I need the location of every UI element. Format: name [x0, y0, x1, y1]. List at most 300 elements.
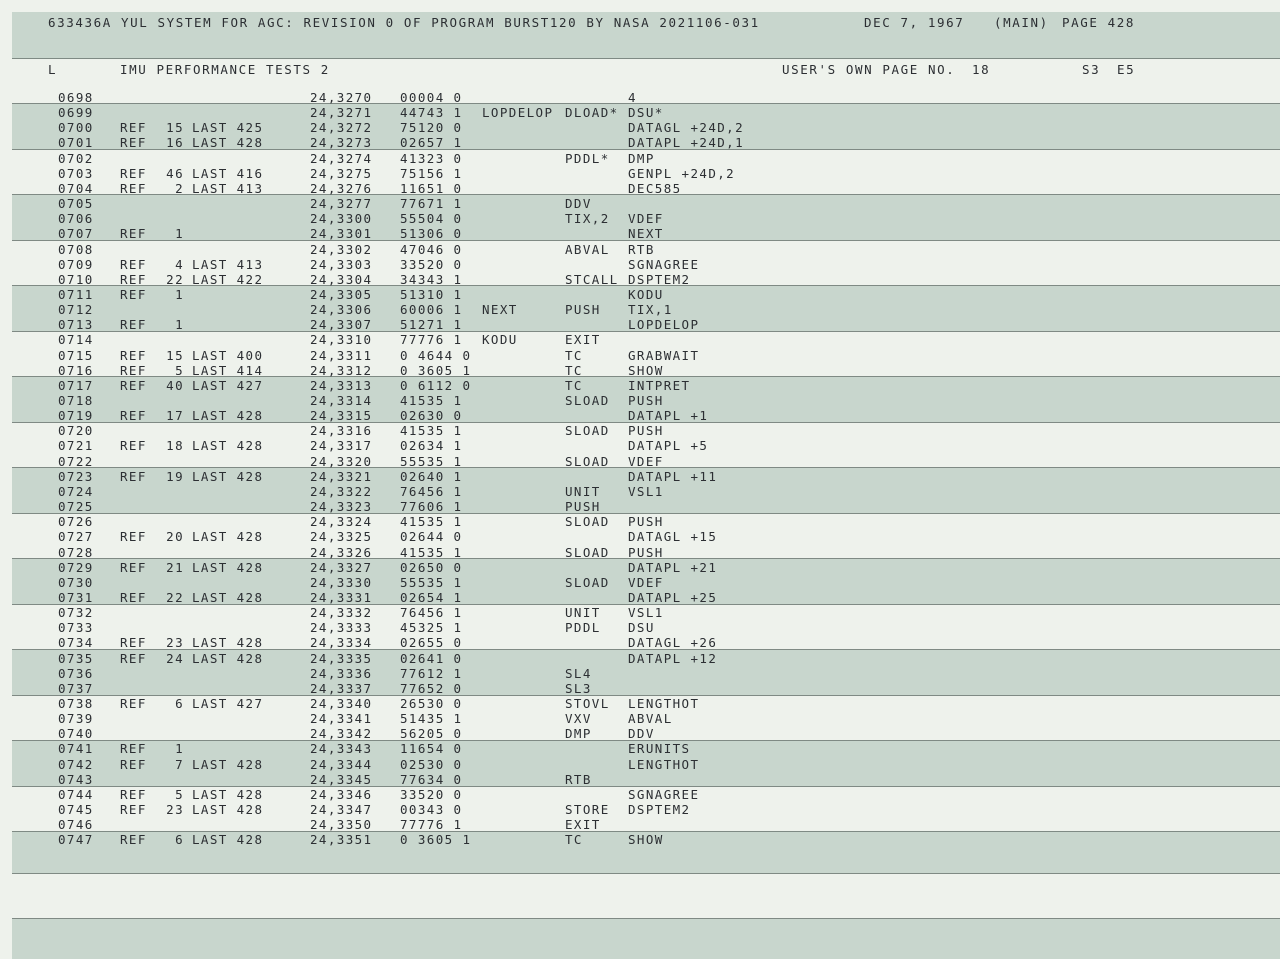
cell-last: LAST 427: [192, 377, 264, 393]
listing-row: [0, 651, 1280, 666]
cell-ref: REF: [120, 317, 147, 333]
cell-op: SL4: [565, 665, 592, 681]
cell-last: LAST 414: [192, 362, 264, 378]
cell-code: 77606 1: [400, 499, 463, 515]
cell-addr: 24,3345: [310, 771, 373, 787]
cell-operand: VDEF: [628, 574, 664, 590]
cell-op: VXV: [565, 711, 592, 727]
cell-last: LAST 413: [192, 256, 264, 272]
cell-refnum: 1: [175, 317, 184, 333]
cell-ref: REF: [120, 589, 147, 605]
listing-row: [0, 135, 1280, 150]
cell-ref: REF: [120, 165, 147, 181]
page-number: PAGE 428: [1062, 15, 1136, 30]
cell-ref: REF: [120, 529, 147, 545]
cell-num: 0740: [58, 726, 94, 742]
cell-num: 0708: [58, 241, 94, 257]
listing-row: [0, 757, 1280, 772]
listing-row: [0, 348, 1280, 363]
cell-addr: 24,3300: [310, 211, 373, 227]
cell-addr: 24,3315: [310, 408, 373, 424]
cell-num: 0736: [58, 665, 94, 681]
cell-last: LAST 428: [192, 650, 264, 666]
cell-ref: REF: [120, 802, 147, 818]
cell-operand: DATAGL +24D,2: [628, 120, 745, 136]
cell-code: 02650 0: [400, 559, 463, 575]
cell-op: RTB: [565, 771, 592, 787]
cell-num: 0724: [58, 483, 94, 499]
cell-code: 77634 0: [400, 771, 463, 787]
cell-ref: REF: [120, 226, 147, 242]
cell-code: 76456 1: [400, 483, 463, 499]
cell-addr: 24,3331: [310, 589, 373, 605]
cell-operand: VSL1: [628, 483, 664, 499]
cell-code: 34343 1: [400, 271, 463, 287]
cell-op: SLOAD: [565, 574, 610, 590]
cell-ref: REF: [120, 650, 147, 666]
cell-code: 55504 0: [400, 211, 463, 227]
cell-ref: REF: [120, 120, 147, 136]
cell-operand: NEXT: [628, 226, 664, 242]
print-date: DEC 7, 1967: [864, 15, 965, 30]
listing-row: [0, 696, 1280, 711]
cell-op: STCALL: [565, 271, 619, 287]
cell-code: 41323 0: [400, 150, 463, 166]
cell-op: DDV: [565, 196, 592, 212]
listing-row: [0, 681, 1280, 696]
users-page-label: USER'S OWN PAGE NO.: [782, 62, 956, 77]
cell-last: LAST 428: [192, 635, 264, 651]
cell-last: LAST 428: [192, 589, 264, 605]
cell-code: 41535 1: [400, 423, 463, 439]
cell-op: UNIT: [565, 483, 601, 499]
cell-operand: SHOW: [628, 362, 664, 378]
cell-num: 0735: [58, 650, 94, 666]
listing-row: [0, 272, 1280, 287]
cell-code: 02630 0: [400, 408, 463, 424]
cell-ref: REF: [120, 408, 147, 424]
cell-op: STOVL: [565, 696, 610, 711]
cell-op: PDDL: [565, 620, 601, 636]
cell-last: LAST 416: [192, 165, 264, 181]
listing-row: [0, 438, 1280, 453]
cell-addr: 24,3346: [310, 786, 373, 802]
cell-operand: DATAPL +1: [628, 408, 709, 424]
cell-code: 02640 1: [400, 468, 463, 484]
cell-num: 0730: [58, 574, 94, 590]
cell-op: ABVAL: [565, 241, 610, 257]
cell-num: 0742: [58, 756, 94, 772]
cell-refnum: 15: [166, 347, 184, 363]
cell-op: SL3: [565, 680, 592, 696]
cell-operand: LOPDELOP: [628, 317, 700, 333]
cell-op: TIX,2: [565, 211, 610, 227]
cell-ref: REF: [120, 271, 147, 287]
cell-last: LAST 428: [192, 559, 264, 575]
cell-operand: DATAPL +24D,1: [628, 135, 745, 151]
listing-row: [0, 529, 1280, 544]
cell-addr: 24,3324: [310, 514, 373, 530]
cell-addr: 24,3277: [310, 196, 373, 212]
cell-operand: DATAGL +26: [628, 635, 718, 651]
listing-row: [0, 666, 1280, 681]
cell-addr: 24,3270: [310, 90, 373, 105]
listing-row: [0, 151, 1280, 166]
cell-code: 02654 1: [400, 589, 463, 605]
separator-line: [12, 873, 1280, 874]
cell-num: 0720: [58, 423, 94, 439]
listing-row: [0, 605, 1280, 620]
cell-last: LAST 428: [192, 408, 264, 424]
cell-addr: 24,3341: [310, 711, 373, 727]
listing-row: [0, 499, 1280, 514]
cell-num: 0717: [58, 377, 94, 393]
listing-row: [0, 393, 1280, 408]
cell-operand: DATAPL +5: [628, 438, 709, 454]
cell-ref: REF: [120, 377, 147, 393]
cell-operand: DATAPL +21: [628, 559, 718, 575]
cell-addr: 24,3327: [310, 559, 373, 575]
cell-operand: DMP: [628, 150, 655, 166]
cell-num: 0707: [58, 226, 94, 242]
cell-num: 0712: [58, 302, 94, 318]
cell-num: 0741: [58, 741, 94, 757]
cell-op: SLOAD: [565, 514, 610, 530]
cell-operand: DSPTEM2: [628, 802, 691, 818]
cell-code: 44743 1: [400, 105, 463, 121]
cell-code: 77776 1: [400, 817, 463, 833]
cell-op: UNIT: [565, 605, 601, 621]
cell-num: 0705: [58, 196, 94, 212]
listing-row: [0, 832, 1280, 847]
cell-code: 41535 1: [400, 544, 463, 560]
listing-row: [0, 332, 1280, 347]
cell-num: 0744: [58, 786, 94, 802]
cell-code: 56205 0: [400, 726, 463, 742]
cell-operand: VDEF: [628, 211, 664, 227]
cell-operand: RTB: [628, 241, 655, 257]
listing-row: [0, 590, 1280, 605]
cell-operand: PUSH: [628, 514, 664, 530]
cell-last: LAST 428: [192, 756, 264, 772]
cell-num: 0706: [58, 211, 94, 227]
listing-row: [0, 817, 1280, 832]
cell-ref: REF: [120, 256, 147, 272]
cell-addr: 24,3320: [310, 453, 373, 469]
cell-code: 0 6112 0: [400, 377, 472, 393]
s-code: S3: [1082, 62, 1101, 77]
cell-code: 02641 0: [400, 650, 463, 666]
cell-code: 77671 1: [400, 196, 463, 212]
cell-code: 02634 1: [400, 438, 463, 454]
cell-refnum: 18: [166, 438, 184, 454]
cell-ref: REF: [120, 180, 147, 196]
cell-op: EXIT: [565, 332, 601, 348]
cell-refnum: 40: [166, 377, 184, 393]
cell-op: STORE: [565, 802, 610, 818]
cell-refnum: 20: [166, 529, 184, 545]
cell-num: 0700: [58, 120, 94, 136]
cell-num: 0710: [58, 271, 94, 287]
cell-code: 51310 1: [400, 286, 463, 302]
cell-label: KODU: [482, 332, 518, 348]
cell-num: 0709: [58, 256, 94, 272]
cell-num: 0739: [58, 711, 94, 727]
listing-row: [0, 620, 1280, 635]
listing-row: [0, 423, 1280, 438]
cell-code: 45325 1: [400, 620, 463, 636]
cell-num: 0747: [58, 832, 94, 848]
cell-operand: ERUNITS: [628, 741, 691, 757]
cell-op: DMP: [565, 726, 592, 742]
cell-refnum: 6: [175, 832, 184, 848]
listing-row: [0, 363, 1280, 378]
cell-addr: 24,3302: [310, 241, 373, 257]
cell-refnum: 46: [166, 165, 184, 181]
cell-addr: 24,3316: [310, 423, 373, 439]
cell-operand: DDV: [628, 726, 655, 742]
cell-num: 0716: [58, 362, 94, 378]
cell-ref: REF: [120, 696, 147, 711]
listing-row: [0, 575, 1280, 590]
listing-row: [0, 181, 1280, 196]
cell-code: 0 3605 1: [400, 362, 472, 378]
cell-code: 0 3605 1: [400, 832, 472, 848]
log-section-title: IMU PERFORMANCE TESTS 2: [120, 62, 330, 77]
cell-addr: 24,3336: [310, 665, 373, 681]
cell-op: PDDL*: [565, 150, 610, 166]
listing-row: [0, 772, 1280, 787]
cell-code: 11654 0: [400, 741, 463, 757]
cell-ref: REF: [120, 347, 147, 363]
cell-addr: 24,3272: [310, 120, 373, 136]
cell-refnum: 5: [175, 786, 184, 802]
cell-code: 60006 1: [400, 302, 463, 318]
cell-num: 0734: [58, 635, 94, 651]
cell-op: PUSH: [565, 499, 601, 515]
cell-operand: DSPTEM2: [628, 271, 691, 287]
cell-addr: 24,3344: [310, 756, 373, 772]
listing-row: [0, 514, 1280, 529]
cell-ref: REF: [120, 635, 147, 651]
cell-refnum: 1: [175, 286, 184, 302]
cell-code: 33520 0: [400, 256, 463, 272]
cell-operand: VSL1: [628, 605, 664, 621]
listing-row: [0, 302, 1280, 317]
cell-num: 0723: [58, 468, 94, 484]
cell-addr: 24,3322: [310, 483, 373, 499]
listing-row: [0, 408, 1280, 423]
listing-type: L: [48, 62, 58, 77]
cell-operand: PUSH: [628, 423, 664, 439]
listing-row: [0, 120, 1280, 135]
cell-addr: 24,3351: [310, 832, 373, 848]
cell-ref: REF: [120, 286, 147, 302]
cell-addr: 24,3343: [310, 741, 373, 757]
cell-addr: 24,3325: [310, 529, 373, 545]
cell-addr: 24,3305: [310, 286, 373, 302]
cell-num: 0745: [58, 802, 94, 818]
cell-code: 33520 0: [400, 786, 463, 802]
cell-addr: 24,3275: [310, 165, 373, 181]
cell-code: 41535 1: [400, 514, 463, 530]
cell-operand: ABVAL: [628, 711, 673, 727]
cell-last: LAST 427: [192, 696, 264, 711]
cell-last: LAST 428: [192, 802, 264, 818]
cell-operand: INTPRET: [628, 377, 691, 393]
cell-num: 0726: [58, 514, 94, 530]
cell-op: EXIT: [565, 817, 601, 833]
cell-addr: 24,3303: [310, 256, 373, 272]
cell-addr: 24,3335: [310, 650, 373, 666]
listing-row: [0, 726, 1280, 741]
cell-addr: 24,3340: [310, 696, 373, 711]
cell-num: 0719: [58, 408, 94, 424]
section-label: (MAIN): [994, 15, 1049, 30]
cell-num: 0732: [58, 605, 94, 621]
cell-op: TC: [565, 832, 583, 848]
listing-row: [0, 105, 1280, 120]
listing-row: [0, 802, 1280, 817]
listing-row: [0, 378, 1280, 393]
cell-num: 0713: [58, 317, 94, 333]
cell-addr: 24,3311: [310, 347, 373, 363]
cell-last: LAST 422: [192, 271, 264, 287]
listing-row: [0, 211, 1280, 226]
cell-operand: DSU: [628, 620, 655, 636]
separator-line: [12, 58, 1280, 59]
cell-num: 0711: [58, 286, 94, 302]
cell-code: 51271 1: [400, 317, 463, 333]
listing-row: [0, 166, 1280, 181]
listing-row: [0, 287, 1280, 302]
cell-num: 0703: [58, 165, 94, 181]
cell-code: 11651 0: [400, 180, 463, 196]
cell-operand: TIX,1: [628, 302, 673, 318]
cell-refnum: 15: [166, 120, 184, 136]
cell-last: LAST 428: [192, 832, 264, 848]
cell-operand: DATAGL +15: [628, 529, 718, 545]
cell-ref: REF: [120, 741, 147, 757]
cell-operand: DEC585: [628, 180, 682, 196]
cell-addr: 24,3276: [310, 180, 373, 196]
cell-num: 0733: [58, 620, 94, 636]
cell-code: 26530 0: [400, 696, 463, 711]
cell-code: 76456 1: [400, 605, 463, 621]
cell-refnum: 22: [166, 589, 184, 605]
cell-ref: REF: [120, 832, 147, 848]
cell-code: 02657 1: [400, 135, 463, 151]
cell-code: 75156 1: [400, 165, 463, 181]
cell-operand: VDEF: [628, 453, 664, 469]
cell-label: NEXT: [482, 302, 518, 318]
cell-op: DLOAD*: [565, 105, 619, 121]
cell-num: 0721: [58, 438, 94, 454]
cell-operand: KODU: [628, 286, 664, 302]
cell-op: SLOAD: [565, 544, 610, 560]
cell-addr: 24,3332: [310, 605, 373, 621]
cell-code: 51306 0: [400, 226, 463, 242]
cell-addr: 24,3347: [310, 802, 373, 818]
cell-addr: 24,3350: [310, 817, 373, 833]
cell-num: 0746: [58, 817, 94, 833]
cell-code: 02530 0: [400, 756, 463, 772]
cell-num: 0714: [58, 332, 94, 348]
cell-op: TC: [565, 362, 583, 378]
cell-addr: 24,3323: [310, 499, 373, 515]
cell-refnum: 5: [175, 362, 184, 378]
listing-row: [0, 711, 1280, 726]
cell-last: LAST 413: [192, 180, 264, 196]
cell-operand: SGNAGREE: [628, 256, 700, 272]
cell-refnum: 23: [166, 802, 184, 818]
cell-refnum: 16: [166, 135, 184, 151]
cell-code: 00343 0: [400, 802, 463, 818]
listing-row: [0, 226, 1280, 241]
cell-addr: 24,3273: [310, 135, 373, 151]
cell-code: 0 4644 0: [400, 347, 472, 363]
cell-addr: 24,3274: [310, 150, 373, 166]
cell-num: 0698: [58, 90, 94, 105]
cell-code: 75120 0: [400, 120, 463, 136]
cell-num: 0731: [58, 589, 94, 605]
cell-op: SLOAD: [565, 393, 610, 408]
cell-num: 0722: [58, 453, 94, 469]
cell-operand: SGNAGREE: [628, 786, 700, 802]
cell-num: 0715: [58, 347, 94, 363]
listing-row: [0, 257, 1280, 272]
cell-code: 41535 1: [400, 393, 463, 408]
cell-refnum: 19: [166, 468, 184, 484]
cell-num: 0728: [58, 544, 94, 560]
listing-row: [0, 317, 1280, 332]
cell-refnum: 17: [166, 408, 184, 424]
cell-op: TC: [565, 377, 583, 393]
cell-code: 55535 1: [400, 453, 463, 469]
cell-last: LAST 425: [192, 120, 264, 136]
cell-code: 55535 1: [400, 574, 463, 590]
cell-addr: 24,3307: [310, 317, 373, 333]
cell-code: 47046 0: [400, 241, 463, 257]
cell-last: LAST 428: [192, 529, 264, 545]
cell-num: 0743: [58, 771, 94, 787]
cell-refnum: 23: [166, 635, 184, 651]
cell-code: 77612 1: [400, 665, 463, 681]
listing-row: [0, 635, 1280, 650]
page-title: 633436A YUL SYSTEM FOR AGC: REVISION 0 OF PROGRAM BURST120 BY NASA 2021106-031: [48, 15, 760, 30]
cell-operand: DATAPL +25: [628, 589, 718, 605]
cell-addr: 24,3306: [310, 302, 373, 318]
cell-op: PUSH: [565, 302, 601, 318]
paper-band: [12, 918, 1280, 959]
cell-addr: 24,3312: [310, 362, 373, 378]
cell-addr: 24,3330: [310, 574, 373, 590]
cell-addr: 24,3333: [310, 620, 373, 636]
cell-code: 00004 0: [400, 90, 463, 105]
listing-row: [0, 484, 1280, 499]
cell-operand: 4: [628, 90, 637, 105]
cell-addr: 24,3301: [310, 226, 373, 242]
cell-addr: 24,3313: [310, 377, 373, 393]
cell-refnum: 24: [166, 650, 184, 666]
cell-code: 77652 0: [400, 680, 463, 696]
cell-addr: 24,3326: [310, 544, 373, 560]
cell-operand: DATAPL +12: [628, 650, 718, 666]
cell-addr: 24,3342: [310, 726, 373, 742]
cell-addr: 24,3310: [310, 332, 373, 348]
cell-ref: REF: [120, 559, 147, 575]
cell-ref: REF: [120, 756, 147, 772]
